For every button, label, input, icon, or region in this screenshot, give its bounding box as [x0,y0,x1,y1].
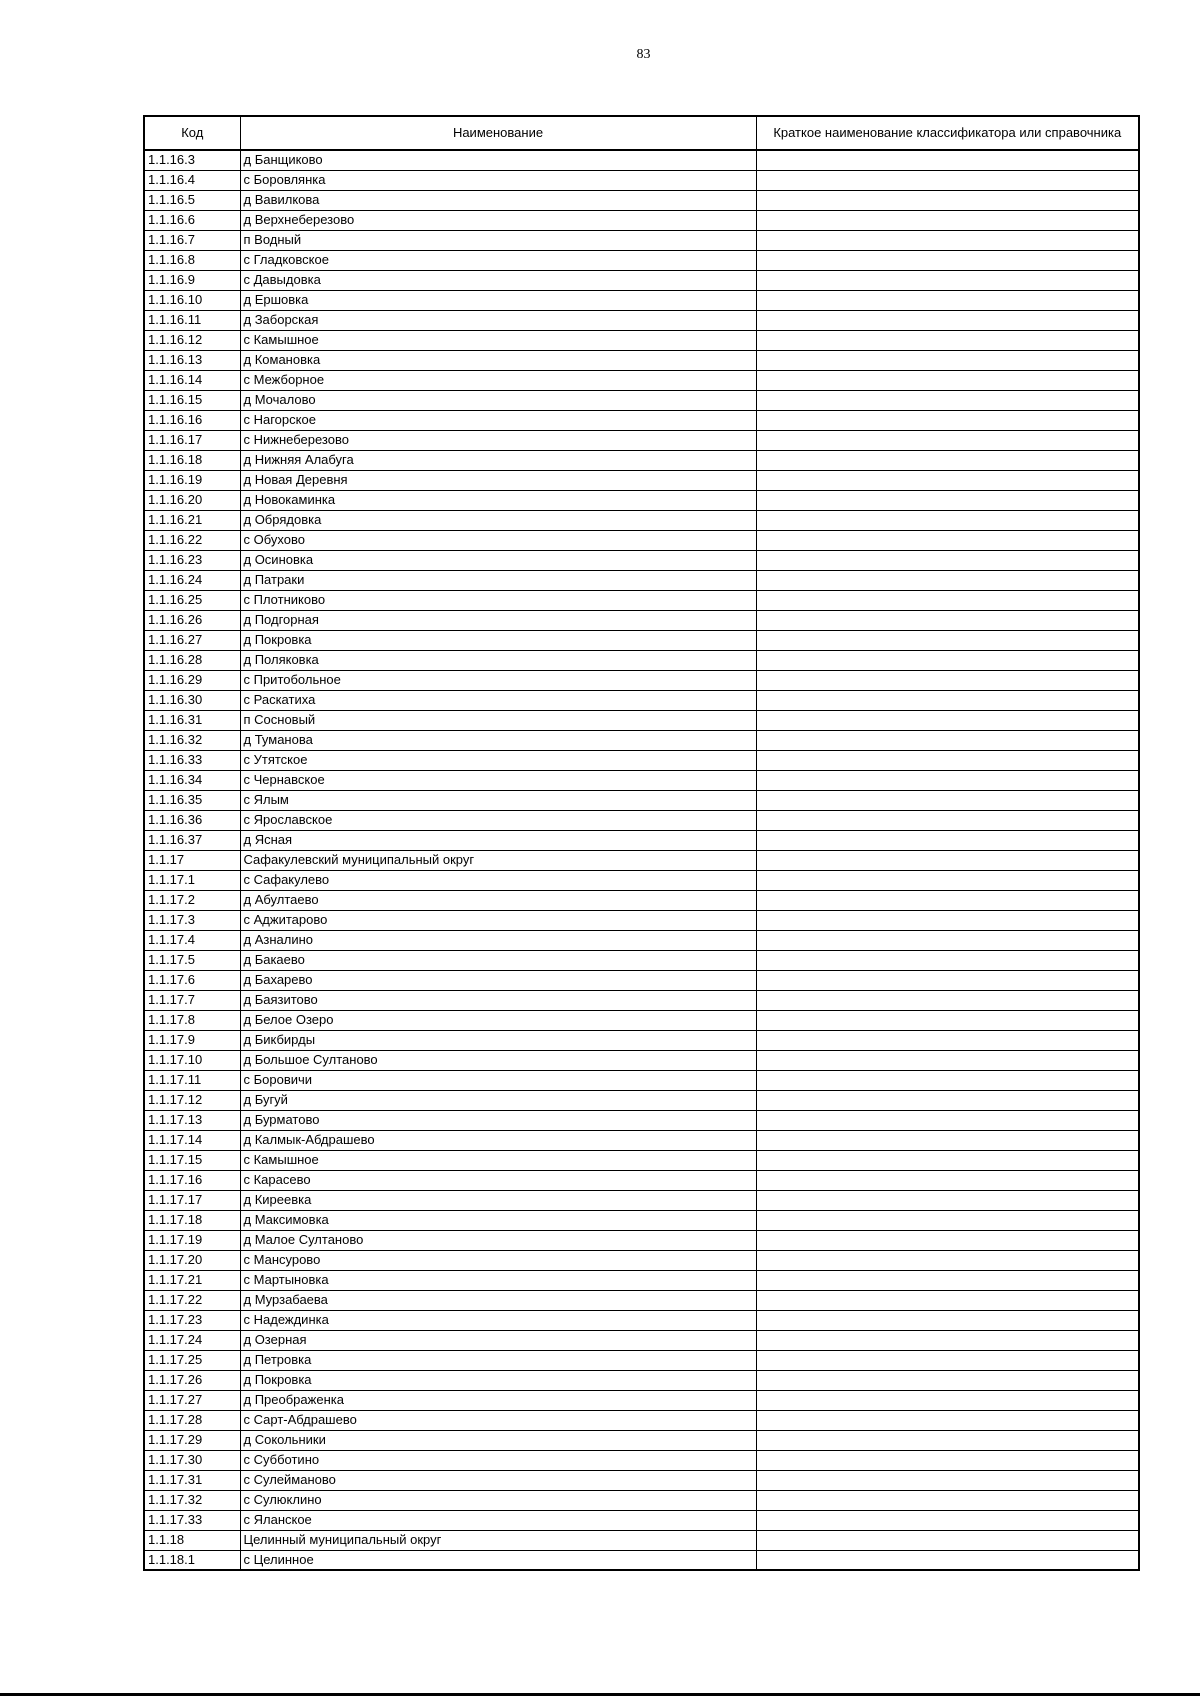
cell-name: п Водный [240,230,756,250]
cell-code: 1.1.16.22 [144,530,240,550]
cell-code: 1.1.17.33 [144,1510,240,1530]
cell-short-name [756,1350,1139,1370]
cell-code: 1.1.17.27 [144,1390,240,1410]
cell-name: с Плотниково [240,590,756,610]
cell-code: 1.1.16.29 [144,670,240,690]
cell-short-name [756,1410,1139,1430]
table-row [144,890,1139,910]
cell-code: 1.1.16.10 [144,290,240,310]
table-row [144,1090,1139,1110]
cell-short-name [756,890,1139,910]
cell-name: п Сосновый [240,710,756,730]
cell-short-name [756,730,1139,750]
table-row [144,950,1139,970]
table-row [144,1010,1139,1030]
table-row [144,250,1139,270]
cell-name: д Подгорная [240,610,756,630]
cell-name: д Покровка [240,1370,756,1390]
cell-code: 1.1.17.1 [144,870,240,890]
cell-name: д Бугуй [240,1090,756,1110]
cell-short-name [756,710,1139,730]
cell-short-name [756,650,1139,670]
cell-code: 1.1.17.12 [144,1090,240,1110]
cell-short-name [756,1030,1139,1050]
cell-name: с Субботино [240,1450,756,1470]
cell-code: 1.1.16.18 [144,450,240,470]
cell-name: д Бакаево [240,950,756,970]
cell-name: д Белое Озеро [240,1010,756,1030]
cell-code: 1.1.17.26 [144,1370,240,1390]
cell-code: 1.1.16.5 [144,190,240,210]
table-row [144,1490,1139,1510]
cell-code: 1.1.17.2 [144,890,240,910]
cell-short-name [756,430,1139,450]
table-row [144,630,1139,650]
cell-name: д Комановка [240,350,756,370]
cell-short-name [756,210,1139,230]
cell-code: 1.1.17.18 [144,1210,240,1230]
cell-short-name [756,790,1139,810]
cell-code: 1.1.16.23 [144,550,240,570]
table-row [144,810,1139,830]
cell-name: д Банщиково [240,150,756,170]
cell-short-name [756,1170,1139,1190]
cell-short-name [756,1130,1139,1150]
cell-code: 1.1.17.5 [144,950,240,970]
cell-name: д Новокаминка [240,490,756,510]
cell-code: 1.1.17.30 [144,1450,240,1470]
cell-name: д Максимовка [240,1210,756,1230]
table-header-row [144,116,1139,150]
classifier-table [143,115,1140,1571]
cell-short-name [756,1190,1139,1210]
cell-short-name [756,1330,1139,1350]
cell-code: 1.1.17.11 [144,1070,240,1090]
cell-short-name [756,1430,1139,1450]
table-body [144,150,1139,1570]
cell-code: 1.1.17.13 [144,1110,240,1130]
cell-code: 1.1.17.9 [144,1030,240,1050]
cell-code: 1.1.16.15 [144,390,240,410]
cell-code: 1.1.16.28 [144,650,240,670]
cell-name: с Нагорское [240,410,756,430]
cell-short-name [756,990,1139,1010]
cell-code: 1.1.16.4 [144,170,240,190]
table-row [144,1130,1139,1150]
cell-code: 1.1.17.14 [144,1130,240,1150]
table-row [144,1310,1139,1330]
cell-short-name [756,910,1139,930]
table-row [144,1470,1139,1490]
cell-code: 1.1.16.20 [144,490,240,510]
table-row [144,550,1139,570]
cell-short-name [756,330,1139,350]
cell-name: д Азналино [240,930,756,950]
cell-code: 1.1.17.6 [144,970,240,990]
cell-code: 1.1.16.8 [144,250,240,270]
cell-name: д Обрядовка [240,510,756,530]
table-row [144,1410,1139,1430]
cell-short-name [756,750,1139,770]
cell-code: 1.1.17.29 [144,1430,240,1450]
cell-name: с Аджитарово [240,910,756,930]
cell-name: д Поляковка [240,650,756,670]
cell-short-name [756,350,1139,370]
cell-short-name [756,1290,1139,1310]
cell-name: д Новая Деревня [240,470,756,490]
cell-code: 1.1.16.31 [144,710,240,730]
cell-name: с Целинное [240,1550,756,1570]
page-number: 83 [636,47,651,62]
cell-short-name [756,1110,1139,1130]
cell-name: д Бикбирды [240,1030,756,1050]
cell-code: 1.1.16.27 [144,630,240,650]
cell-short-name [756,1310,1139,1330]
cell-name: д Ясная [240,830,756,850]
cell-name: с Камышное [240,330,756,350]
cell-name: с Мартыновка [240,1270,756,1290]
cell-name: д Баязитово [240,990,756,1010]
table-row [144,230,1139,250]
cell-name: д Малое Султаново [240,1230,756,1250]
cell-short-name [756,850,1139,870]
cell-short-name [756,590,1139,610]
cell-code: 1.1.17 [144,850,240,870]
table-row [144,1170,1139,1190]
cell-name: с Мансурово [240,1250,756,1270]
table-row [144,750,1139,770]
cell-name: с Давыдовка [240,270,756,290]
cell-code: 1.1.16.3 [144,150,240,170]
cell-code: 1.1.18.1 [144,1550,240,1570]
cell-code: 1.1.16.32 [144,730,240,750]
cell-name: с Камышное [240,1150,756,1170]
cell-name: с Ялым [240,790,756,810]
table-row [144,270,1139,290]
table-row [144,1530,1139,1550]
cell-name: с Надеждинка [240,1310,756,1330]
cell-short-name [756,170,1139,190]
cell-short-name [756,150,1139,170]
table-row [144,1290,1139,1310]
table-row [144,1370,1139,1390]
cell-name: д Вавилкова [240,190,756,210]
cell-name: с Боровичи [240,1070,756,1090]
table-row [144,1070,1139,1090]
cell-code: 1.1.17.10 [144,1050,240,1070]
cell-code: 1.1.17.19 [144,1230,240,1250]
table-row [144,1230,1139,1250]
cell-code: 1.1.18 [144,1530,240,1550]
cell-code: 1.1.16.35 [144,790,240,810]
cell-code: 1.1.16.37 [144,830,240,850]
cell-code: 1.1.16.30 [144,690,240,710]
cell-code: 1.1.17.17 [144,1190,240,1210]
cell-name: д Верхнеберезово [240,210,756,230]
cell-code: 1.1.17.28 [144,1410,240,1430]
cell-short-name [756,230,1139,250]
cell-short-name [756,450,1139,470]
cell-short-name [756,1050,1139,1070]
cell-short-name [756,870,1139,890]
cell-short-name [756,1370,1139,1390]
cell-short-name [756,490,1139,510]
cell-name: д Покровка [240,630,756,650]
cell-code: 1.1.17.32 [144,1490,240,1510]
cell-code: 1.1.16.9 [144,270,240,290]
cell-code: 1.1.16.19 [144,470,240,490]
cell-short-name [756,530,1139,550]
table-row [144,1550,1139,1570]
cell-short-name [756,930,1139,950]
table-row [144,510,1139,530]
cell-code: 1.1.16.33 [144,750,240,770]
cell-short-name [756,1550,1139,1570]
table-row [144,590,1139,610]
table-row [144,430,1139,450]
table-row [144,570,1139,590]
cell-short-name [756,1230,1139,1250]
cell-code: 1.1.17.22 [144,1290,240,1310]
cell-code: 1.1.17.24 [144,1330,240,1350]
cell-name: д Мурзабаева [240,1290,756,1310]
table-row [144,170,1139,190]
table-row [144,1150,1139,1170]
table-row [144,1210,1139,1230]
cell-name: д Бурматово [240,1110,756,1130]
table-row [144,770,1139,790]
cell-short-name [756,1470,1139,1490]
table-row [144,790,1139,810]
cell-name: с Раскатиха [240,690,756,710]
cell-short-name [756,510,1139,530]
cell-name: с Сулейманово [240,1470,756,1490]
table-row [144,730,1139,750]
cell-short-name [756,1210,1139,1230]
table-row [144,530,1139,550]
cell-short-name [756,830,1139,850]
cell-name: Целинный муниципальный округ [240,1530,756,1550]
table-row [144,1030,1139,1050]
table-row [144,290,1139,310]
cell-name: с Нижнеберезово [240,430,756,450]
table-row [144,1510,1139,1530]
cell-name: д Нижняя Алабуга [240,450,756,470]
column-header-name: Наименование [240,116,756,150]
cell-name: д Петровка [240,1350,756,1370]
cell-name: с Ярославское [240,810,756,830]
cell-name: с Сарт-Абдрашево [240,1410,756,1430]
table-row [144,670,1139,690]
cell-code: 1.1.17.23 [144,1310,240,1330]
cell-name: д Киреевка [240,1190,756,1210]
cell-short-name [756,810,1139,830]
table-row [144,350,1139,370]
cell-name: д Ершовка [240,290,756,310]
table-row [144,150,1139,170]
page-bottom-rule [0,1693,1200,1696]
cell-code: 1.1.17.7 [144,990,240,1010]
cell-code: 1.1.17.16 [144,1170,240,1190]
cell-name: с Боровлянка [240,170,756,190]
cell-short-name [756,550,1139,570]
cell-short-name [756,370,1139,390]
cell-short-name [756,1450,1139,1470]
cell-name: с Сафакулево [240,870,756,890]
table-row [144,410,1139,430]
cell-name: с Притобольное [240,670,756,690]
table-row [144,390,1139,410]
table-row [144,470,1139,490]
cell-code: 1.1.17.20 [144,1250,240,1270]
table-row [144,1430,1139,1450]
table-row [144,1450,1139,1470]
cell-name: д Абултаево [240,890,756,910]
cell-short-name [756,1250,1139,1270]
table-row [144,210,1139,230]
cell-short-name [756,690,1139,710]
cell-name: с Обухово [240,530,756,550]
cell-name: Сафакулевский муниципальный округ [240,850,756,870]
cell-short-name [756,570,1139,590]
cell-code: 1.1.16.13 [144,350,240,370]
table-row [144,490,1139,510]
cell-code: 1.1.17.25 [144,1350,240,1370]
cell-code: 1.1.16.21 [144,510,240,530]
cell-short-name [756,1010,1139,1030]
cell-code: 1.1.16.16 [144,410,240,430]
cell-code: 1.1.17.8 [144,1010,240,1030]
cell-name: д Сокольники [240,1430,756,1450]
cell-code: 1.1.17.3 [144,910,240,930]
table-row [144,1270,1139,1290]
cell-name: с Сулюклино [240,1490,756,1510]
cell-short-name [756,1150,1139,1170]
table-row [144,870,1139,890]
cell-name: д Мочалово [240,390,756,410]
cell-name: с Чернавское [240,770,756,790]
cell-short-name [756,1270,1139,1290]
table-row [144,690,1139,710]
cell-short-name [756,390,1139,410]
cell-code: 1.1.17.4 [144,930,240,950]
cell-short-name [756,630,1139,650]
table-row [144,1190,1139,1210]
cell-code: 1.1.17.21 [144,1270,240,1290]
table-row [144,850,1139,870]
cell-code: 1.1.17.15 [144,1150,240,1170]
cell-code: 1.1.17.31 [144,1470,240,1490]
table-row [144,370,1139,390]
cell-short-name [756,1090,1139,1110]
cell-short-name [756,250,1139,270]
cell-short-name [756,610,1139,630]
cell-short-name [756,310,1139,330]
cell-short-name [756,270,1139,290]
cell-name: с Яланское [240,1510,756,1530]
table-row [144,710,1139,730]
table-row [144,330,1139,350]
table-row [144,610,1139,630]
table-row [144,650,1139,670]
cell-name: с Утятское [240,750,756,770]
cell-code: 1.1.16.36 [144,810,240,830]
cell-name: с Карасево [240,1170,756,1190]
table-row [144,910,1139,930]
cell-name: д Заборская [240,310,756,330]
table-row [144,990,1139,1010]
cell-name: д Озерная [240,1330,756,1350]
cell-short-name [756,410,1139,430]
cell-short-name [756,1510,1139,1530]
cell-name: д Калмык-Абдрашево [240,1130,756,1150]
table-row [144,970,1139,990]
cell-code: 1.1.16.24 [144,570,240,590]
cell-code: 1.1.16.14 [144,370,240,390]
cell-short-name [756,970,1139,990]
cell-code: 1.1.16.34 [144,770,240,790]
cell-name: д Туманова [240,730,756,750]
cell-code: 1.1.16.11 [144,310,240,330]
cell-name: с Межборное [240,370,756,390]
cell-name: д Бахарево [240,970,756,990]
table-row [144,1390,1139,1410]
table-row [144,450,1139,470]
cell-code: 1.1.16.26 [144,610,240,630]
cell-short-name [756,1490,1139,1510]
cell-short-name [756,950,1139,970]
cell-code: 1.1.16.12 [144,330,240,350]
table-row [144,1110,1139,1130]
column-header-short-name: Краткое наименование классификатора или справочника [756,116,1139,150]
table-row [144,830,1139,850]
cell-short-name [756,770,1139,790]
cell-short-name [756,190,1139,210]
table-row [144,190,1139,210]
cell-name: д Патраки [240,570,756,590]
cell-short-name [756,1390,1139,1410]
column-header-code: Код [144,116,240,150]
table-row [144,1050,1139,1070]
cell-short-name [756,1070,1139,1090]
table-row [144,1350,1139,1370]
cell-name: д Преображенка [240,1390,756,1410]
cell-name: д Большое Султаново [240,1050,756,1070]
cell-short-name [756,290,1139,310]
table-row [144,1250,1139,1270]
cell-name: д Осиновка [240,550,756,570]
table-row [144,930,1139,950]
cell-code: 1.1.16.6 [144,210,240,230]
cell-short-name [756,470,1139,490]
cell-short-name [756,670,1139,690]
table-row [144,1330,1139,1350]
cell-code: 1.1.16.25 [144,590,240,610]
cell-name: с Гладковское [240,250,756,270]
cell-code: 1.1.16.7 [144,230,240,250]
cell-code: 1.1.16.17 [144,430,240,450]
cell-short-name [756,1530,1139,1550]
table-row [144,310,1139,330]
